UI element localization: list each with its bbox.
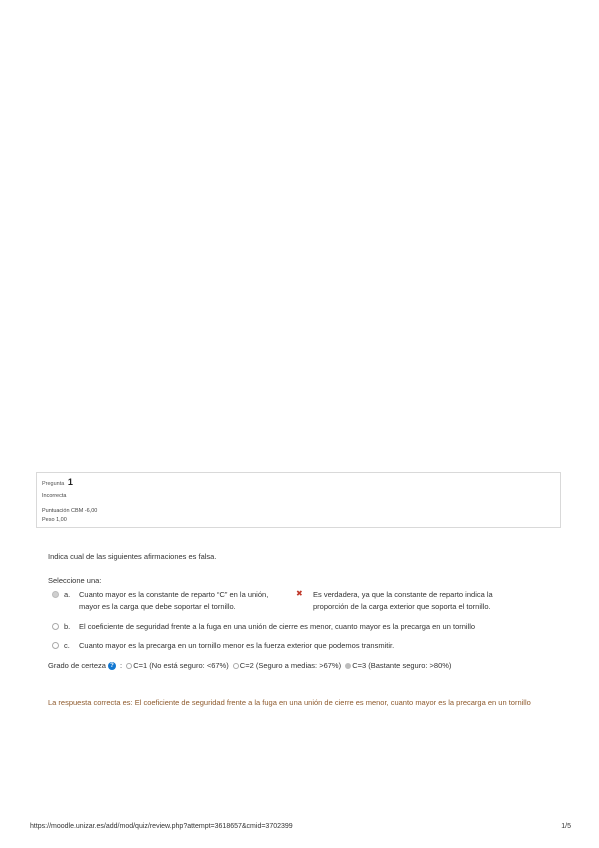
footer-page-number: 1/5 xyxy=(561,823,571,830)
answer-letter: c. xyxy=(64,641,70,650)
radio-a[interactable] xyxy=(52,591,59,598)
answer-text-line2: mayor es la carga que debe soportar el tornillo. xyxy=(79,602,236,611)
question-state: Incorrecta xyxy=(42,493,67,499)
question-info-box xyxy=(36,472,561,528)
question-grade: Puntuación CBM -6,00 xyxy=(42,508,98,514)
certainty-radio-3[interactable] xyxy=(345,663,351,669)
question-weight: Peso 1,00 xyxy=(42,517,67,523)
answer-text-line1: Cuanto mayor es la constante de reparto “C” en la unión, xyxy=(79,590,269,599)
answer-feedback xyxy=(313,589,493,613)
feedback-line2: proporción de la carga exterior que soporta el tornillo. xyxy=(313,602,491,611)
certainty-separator: : xyxy=(120,661,123,670)
radio-b[interactable] xyxy=(52,623,59,630)
help-icon[interactable]: ? xyxy=(108,662,116,670)
certainty-radio-1[interactable] xyxy=(126,663,132,669)
right-answer: La respuesta correcta es: El coeficiente de seguridad frente a la fuga en una unión de cierre es menor, cuanto mayor es la precarga en un tornillo xyxy=(48,698,531,707)
radio-c[interactable] xyxy=(52,642,59,649)
certainty-label: Grado de certeza xyxy=(48,661,106,670)
answer-letter: a. xyxy=(64,590,71,599)
footer-url: https://moodle.unizar.es/add/mod/quiz/review.php?attempt=3618657&cmid=3702399 xyxy=(30,823,293,830)
certainty-option-2: C=2 (Seguro a medias: >67%) xyxy=(239,661,342,670)
certainty-option-1: C=1 (No está seguro: <67%) xyxy=(133,661,229,670)
certainty-option-3: C=3 (Bastante seguro: >80%) xyxy=(352,661,452,670)
question-label: Pregunta xyxy=(42,481,65,487)
answer-letter: b. xyxy=(64,622,71,631)
question-number: 1 xyxy=(67,477,73,487)
question-text: Indica cual de las siguientes afirmaciones es falsa. xyxy=(48,552,217,561)
certainty-row xyxy=(48,661,451,670)
feedback-line1: Es verdadera, ya que la constante de reparto indica la xyxy=(313,590,493,599)
select-prompt: Seleccione una: xyxy=(48,576,102,585)
certainty-radio-2[interactable] xyxy=(233,663,239,669)
answer-text: Cuanto mayor es la precarga en un tornillo menor es la fuerza exterior que podemos transmitir. xyxy=(79,641,395,650)
answer-text: El coeficiente de seguridad frente a la fuga en una unión de cierre es menor, cuanto mayor es la precarga en un tornillo xyxy=(79,622,476,631)
answer-text xyxy=(79,589,268,613)
cross-icon: ✖ xyxy=(296,589,303,598)
question-number-line xyxy=(42,477,73,487)
